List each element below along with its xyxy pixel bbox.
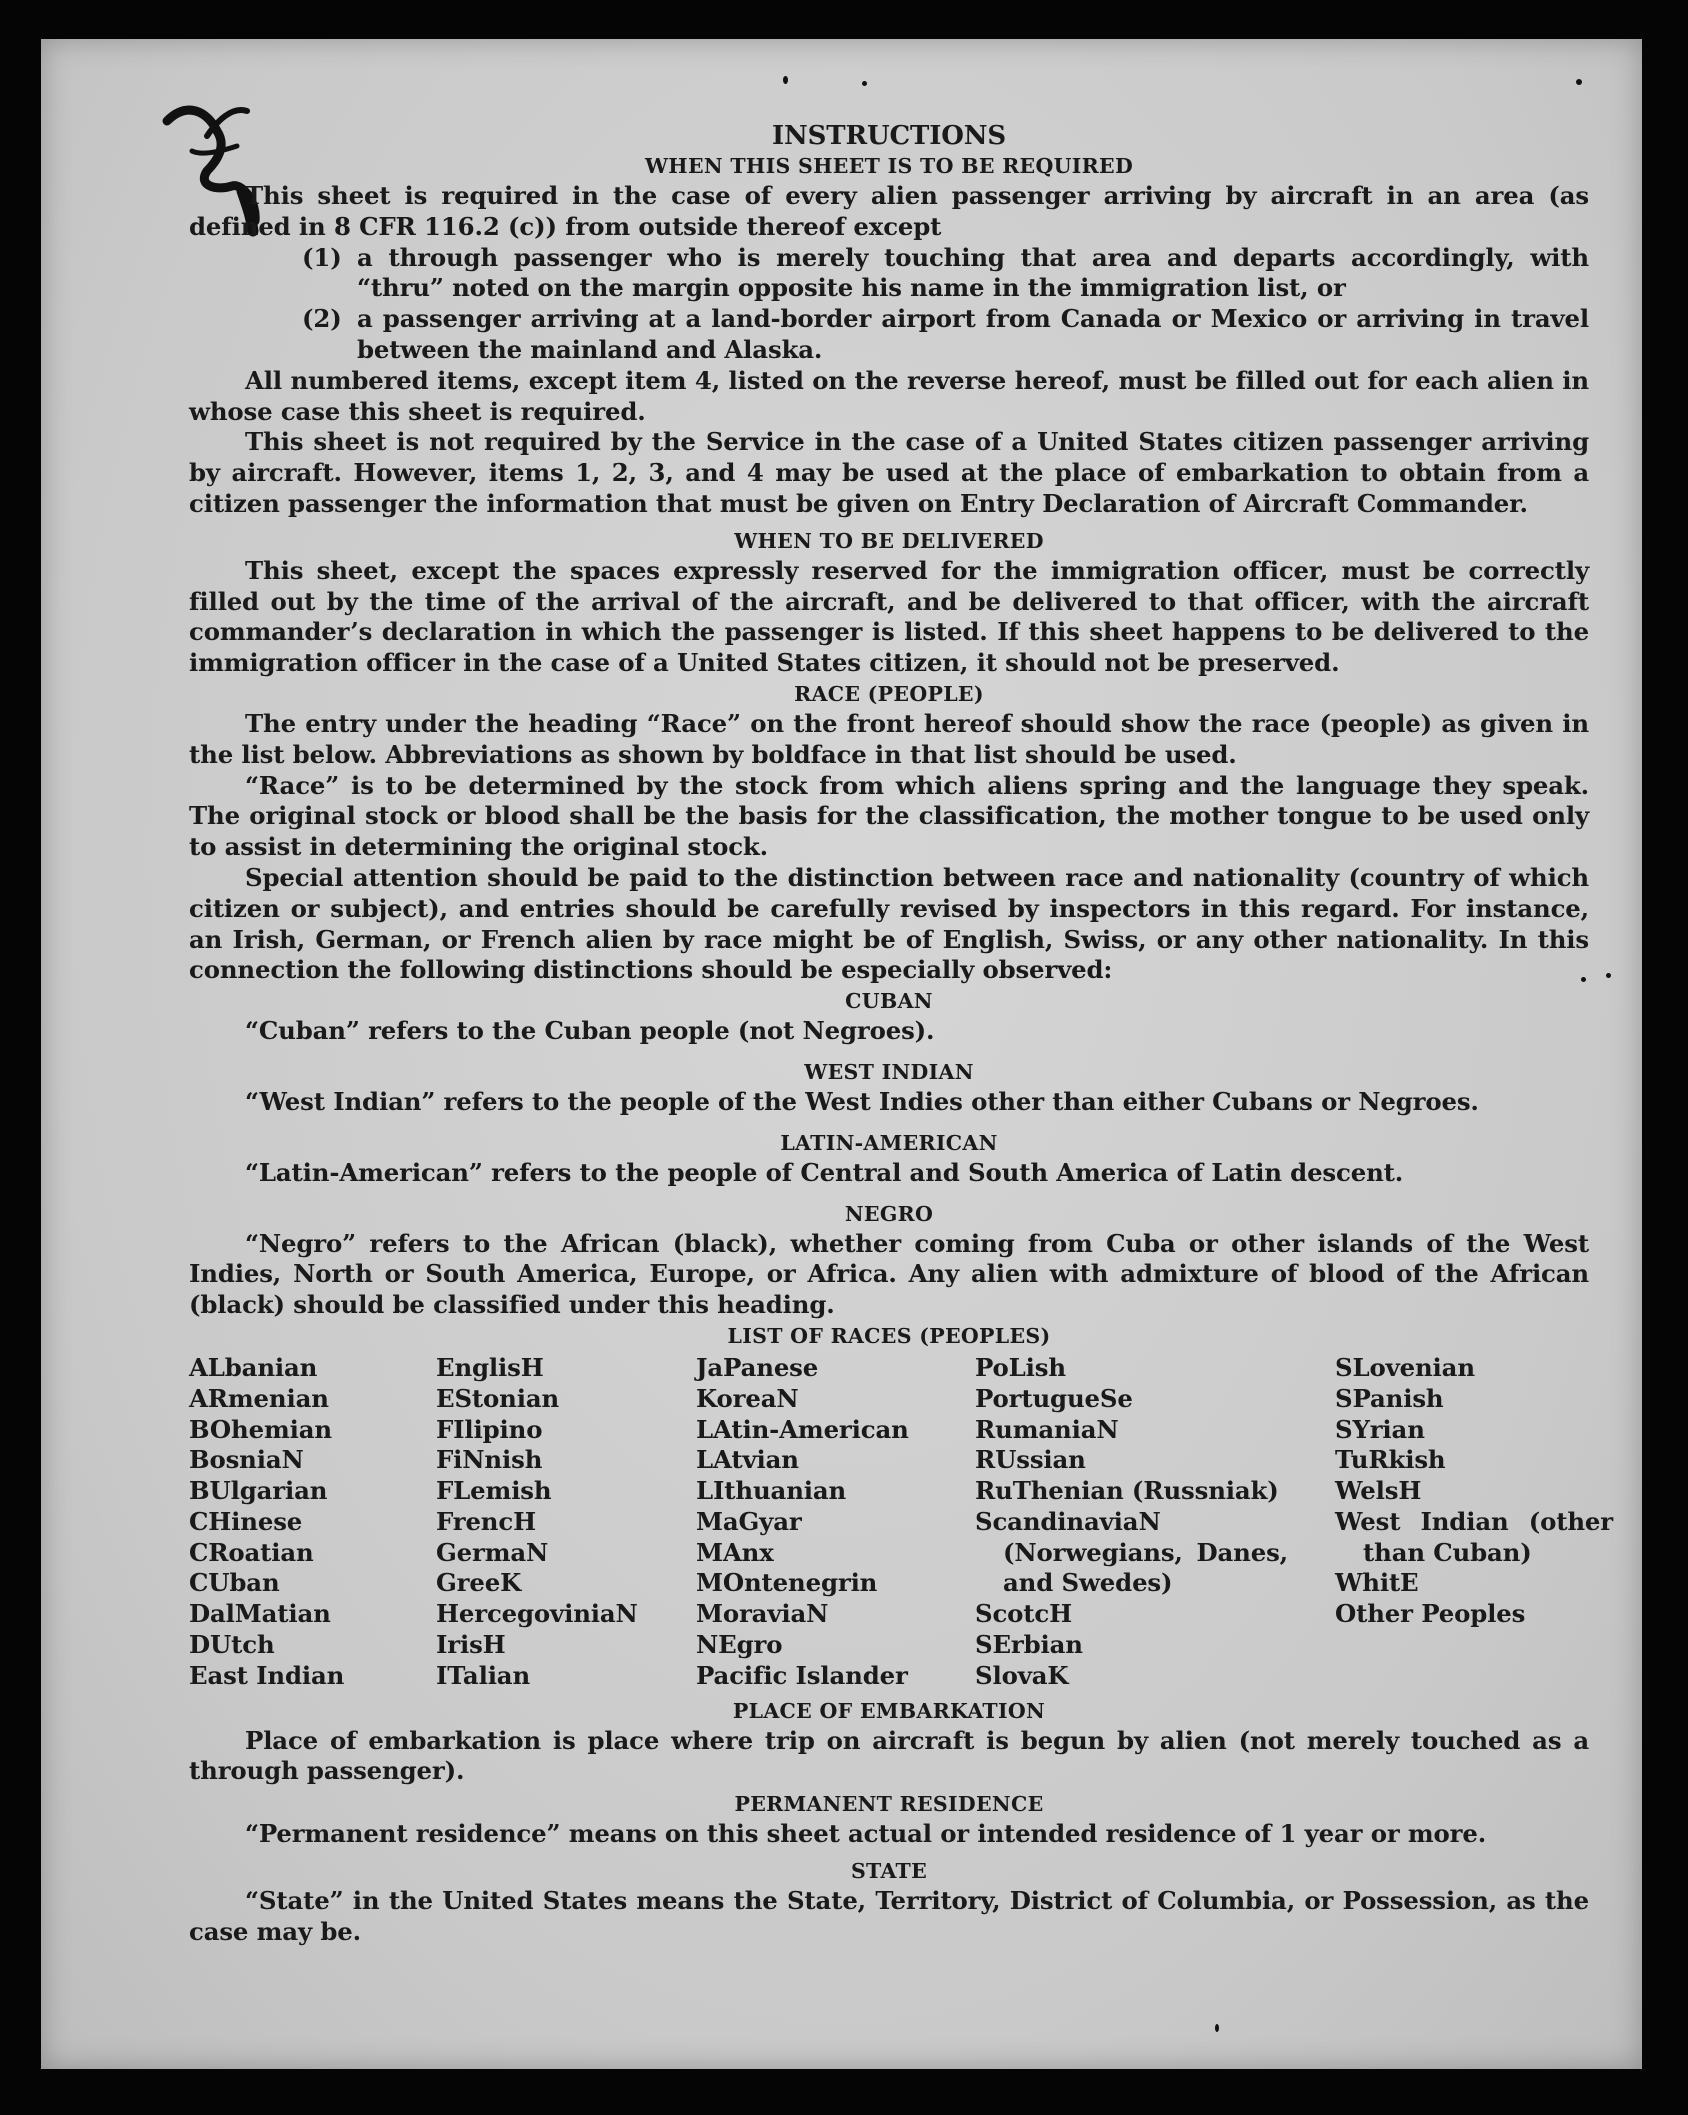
paragraph-residence: “Permanent residence” means on this sheet actual or intended residence of 1 year or more. (245, 1819, 1487, 1849)
list-item: SLovenian (1335, 1352, 1475, 1382)
list-item: SlovaK (975, 1660, 1069, 1690)
list-item: BosniaN (189, 1445, 304, 1475)
list-item: FrencH (436, 1506, 536, 1536)
paragraph-negro: “Negro” refers to the African (black), whether coming from Cuba or other islands of the West Indies, North or South America, Europe, or Africa. Any alien with admixture of blood of the African (black) should be classified under this heading. (189, 1228, 1589, 1320)
list-item: CHinese (189, 1506, 303, 1536)
list-item: SPanish (1335, 1383, 1444, 1413)
list-item: GermaN (436, 1537, 549, 1567)
paragraph-required-intro: This sheet is required in the case of every alien passenger arriving by aircraft in an area (as defined in 8 CFR 116.2 (c)) from outside thereof except (189, 181, 1589, 241)
document-page (41, 39, 1642, 2069)
speck (862, 81, 867, 86)
races-column-3 (696, 1353, 975, 1692)
list-item: ScotcH (975, 1599, 1072, 1629)
list-item: PoLish (975, 1352, 1066, 1382)
list-item: ScandinaviaN (Norwegians, Danes, and Swedes) (975, 1506, 1288, 1598)
paragraph-cuban: “Cuban” refers to the Cuban people (not Negroes). (245, 1016, 935, 1046)
heading-list-of-races: LIST OF RACES (PEOPLES) (727, 1323, 1051, 1348)
list-item: West Indian (other than Cuban) (1335, 1506, 1613, 1567)
list-item-text: a passenger arriving at a land-border airport from Canada or Mexico or arriving in travel between the mainland and Alaska. (357, 304, 1589, 364)
heading-when-delivered: WHEN TO BE DELIVERED (734, 528, 1044, 553)
list-item: IrisH (436, 1630, 506, 1660)
list-item-text: a through passenger who is merely touching that area and departs accordingly, with “thru” noted on the margin opposite his name in the immigration list, or (357, 242, 1589, 303)
list-item: MaGyar (696, 1506, 802, 1536)
list-item: RumaniaN (975, 1414, 1119, 1444)
races-column-2 (436, 1353, 696, 1692)
page-title: INSTRUCTIONS (772, 121, 1006, 151)
paragraph-embarkation: Place of embarkation is place where trip on aircraft is begun by alien (not merely touched as a through passenger). (189, 1725, 1589, 1786)
list-item: Pacific Islander (696, 1660, 908, 1690)
instructions-content (189, 121, 1613, 1948)
list-item: East Indian (189, 1660, 345, 1690)
list-item: LAtvian (696, 1445, 799, 1475)
paragraph-delivered: This sheet, except the spaces expressly reserved for the immigration officer, must be correctly filled out by the time of the arrival of the aircraft, and be delivered to that officer, with the aircraft commander’s declaration in which the passenger is listed. If this sheet happens to be delivered to the immigration officer in the case of a United States citizen, it should not be preserved. (189, 555, 1589, 678)
speck (1576, 79, 1582, 85)
list-item: DalMatian (189, 1599, 331, 1629)
list-item: JaPanese (696, 1352, 819, 1382)
paragraph-race-3: Special attention should be paid to the distinction between race and nationality (country of which citizen or subject), and entries should be carefully revised by inspectors in this regard. For instance, an Irish, German, or French alien by race might be of English, Swiss, or any other nationality. In this connection the following distinctions should be especially observed: (189, 862, 1589, 985)
heading-cuban: CUBAN (845, 989, 933, 1014)
heading-latin-american: LATIN-AMERICAN (780, 1130, 998, 1155)
races-column-1 (189, 1353, 436, 1692)
list-item: FIlipino (436, 1414, 543, 1444)
heading-race: RACE (PEOPLE) (794, 681, 984, 706)
list-item: MOntenegrin (696, 1568, 878, 1598)
list-item: RuThenian (Russniak) (975, 1476, 1279, 1506)
speck (783, 76, 788, 84)
list-item: WhitE (1335, 1568, 1419, 1598)
list-item: HercegoviniaN (436, 1599, 638, 1629)
heading-negro: NEGRO (844, 1201, 934, 1226)
list-item-number: (1) (302, 242, 342, 272)
list-item: PortugueSe (975, 1383, 1133, 1413)
speck (1606, 973, 1611, 978)
list-item: MoraviaN (696, 1599, 829, 1629)
list-item: WelsH (1335, 1476, 1422, 1506)
list-item: RUssian (975, 1445, 1086, 1475)
races-column-4 (975, 1353, 1335, 1692)
list-item: NEgro (696, 1630, 783, 1660)
list-item: CUban (189, 1568, 280, 1598)
list-item: Other Peoples (1335, 1599, 1526, 1629)
list-item: ARmenian (189, 1383, 329, 1413)
list-item: LAtin-American (696, 1414, 909, 1444)
heading-west-indian: WEST INDIAN (804, 1059, 974, 1084)
heading-when-required: WHEN THIS SHEET IS TO BE REQUIRED (644, 154, 1134, 178)
list-item: EnglisH (436, 1352, 544, 1382)
heading-state: STATE (850, 1859, 928, 1884)
list-item (302, 304, 1589, 366)
list-item: ITalian (436, 1660, 531, 1690)
list-item: FiNnish (436, 1445, 543, 1475)
list-item: LIthuanian (696, 1476, 847, 1506)
paragraph-west-indian: “West Indian” refers to the people of the West Indies other than either Cubans or Negroes. (245, 1086, 1479, 1116)
list-item: TuRkish (1335, 1445, 1446, 1475)
list-item: BOhemian (189, 1414, 332, 1444)
list-item: DUtch (189, 1630, 275, 1660)
list-item: FLemish (436, 1476, 552, 1506)
list-item: KoreaN (696, 1383, 799, 1413)
paragraph-race-2: “Race” is to be determined by the stock from which aliens spring and the language they speak. The original stock or blood shall be the basis for the classification, the mother tongue to be used only to assist in determining the original stock. (189, 770, 1589, 862)
list-item: SYrian (1335, 1414, 1425, 1444)
heading-residence: PERMANENT RESIDENCE (734, 1792, 1044, 1817)
races-table (189, 1352, 1613, 1692)
paragraph-citizen: This sheet is not required by the Service in the case of a United States citizen passenger arriving by aircraft. However, items 1, 2, 3, and 4 may be used at the place of embarkation to obtain from a citizen passenger the information that must be given on Entry Declaration of Aircraft Commander. (189, 427, 1589, 518)
list-item (302, 243, 1589, 305)
list-item: EStonian (436, 1383, 560, 1413)
list-item: ALbanian (189, 1352, 318, 1382)
paragraph-numbered-items: All numbered items, except item 4, listed on the reverse hereof, must be filled out for each alien in whose case this sheet is required. (189, 365, 1589, 426)
list-item: CRoatian (189, 1537, 314, 1567)
list-item: SErbian (975, 1630, 1083, 1660)
paragraph-latin-american: “Latin-American” refers to the people of Central and South America of Latin descent. (245, 1157, 1404, 1187)
heading-embarkation: PLACE OF EMBARKATION (732, 1698, 1046, 1723)
paragraph-state: “State” in the United States means the State, Territory, District of Columbia, or Possession, as the case may be. (189, 1886, 1589, 1946)
list-item-number: (2) (302, 304, 342, 334)
list-item: MAnx (696, 1537, 774, 1567)
speck (1215, 2024, 1219, 2032)
paragraph-race-1: The entry under the heading “Race” on the front hereof should show the race (people) as given in the list below. Abbreviations as shown by boldface in that list should be used. (189, 708, 1589, 769)
list-item: BUlgarian (189, 1476, 328, 1506)
list-item: GreeK (436, 1568, 522, 1598)
races-column-5 (1335, 1352, 1613, 1692)
